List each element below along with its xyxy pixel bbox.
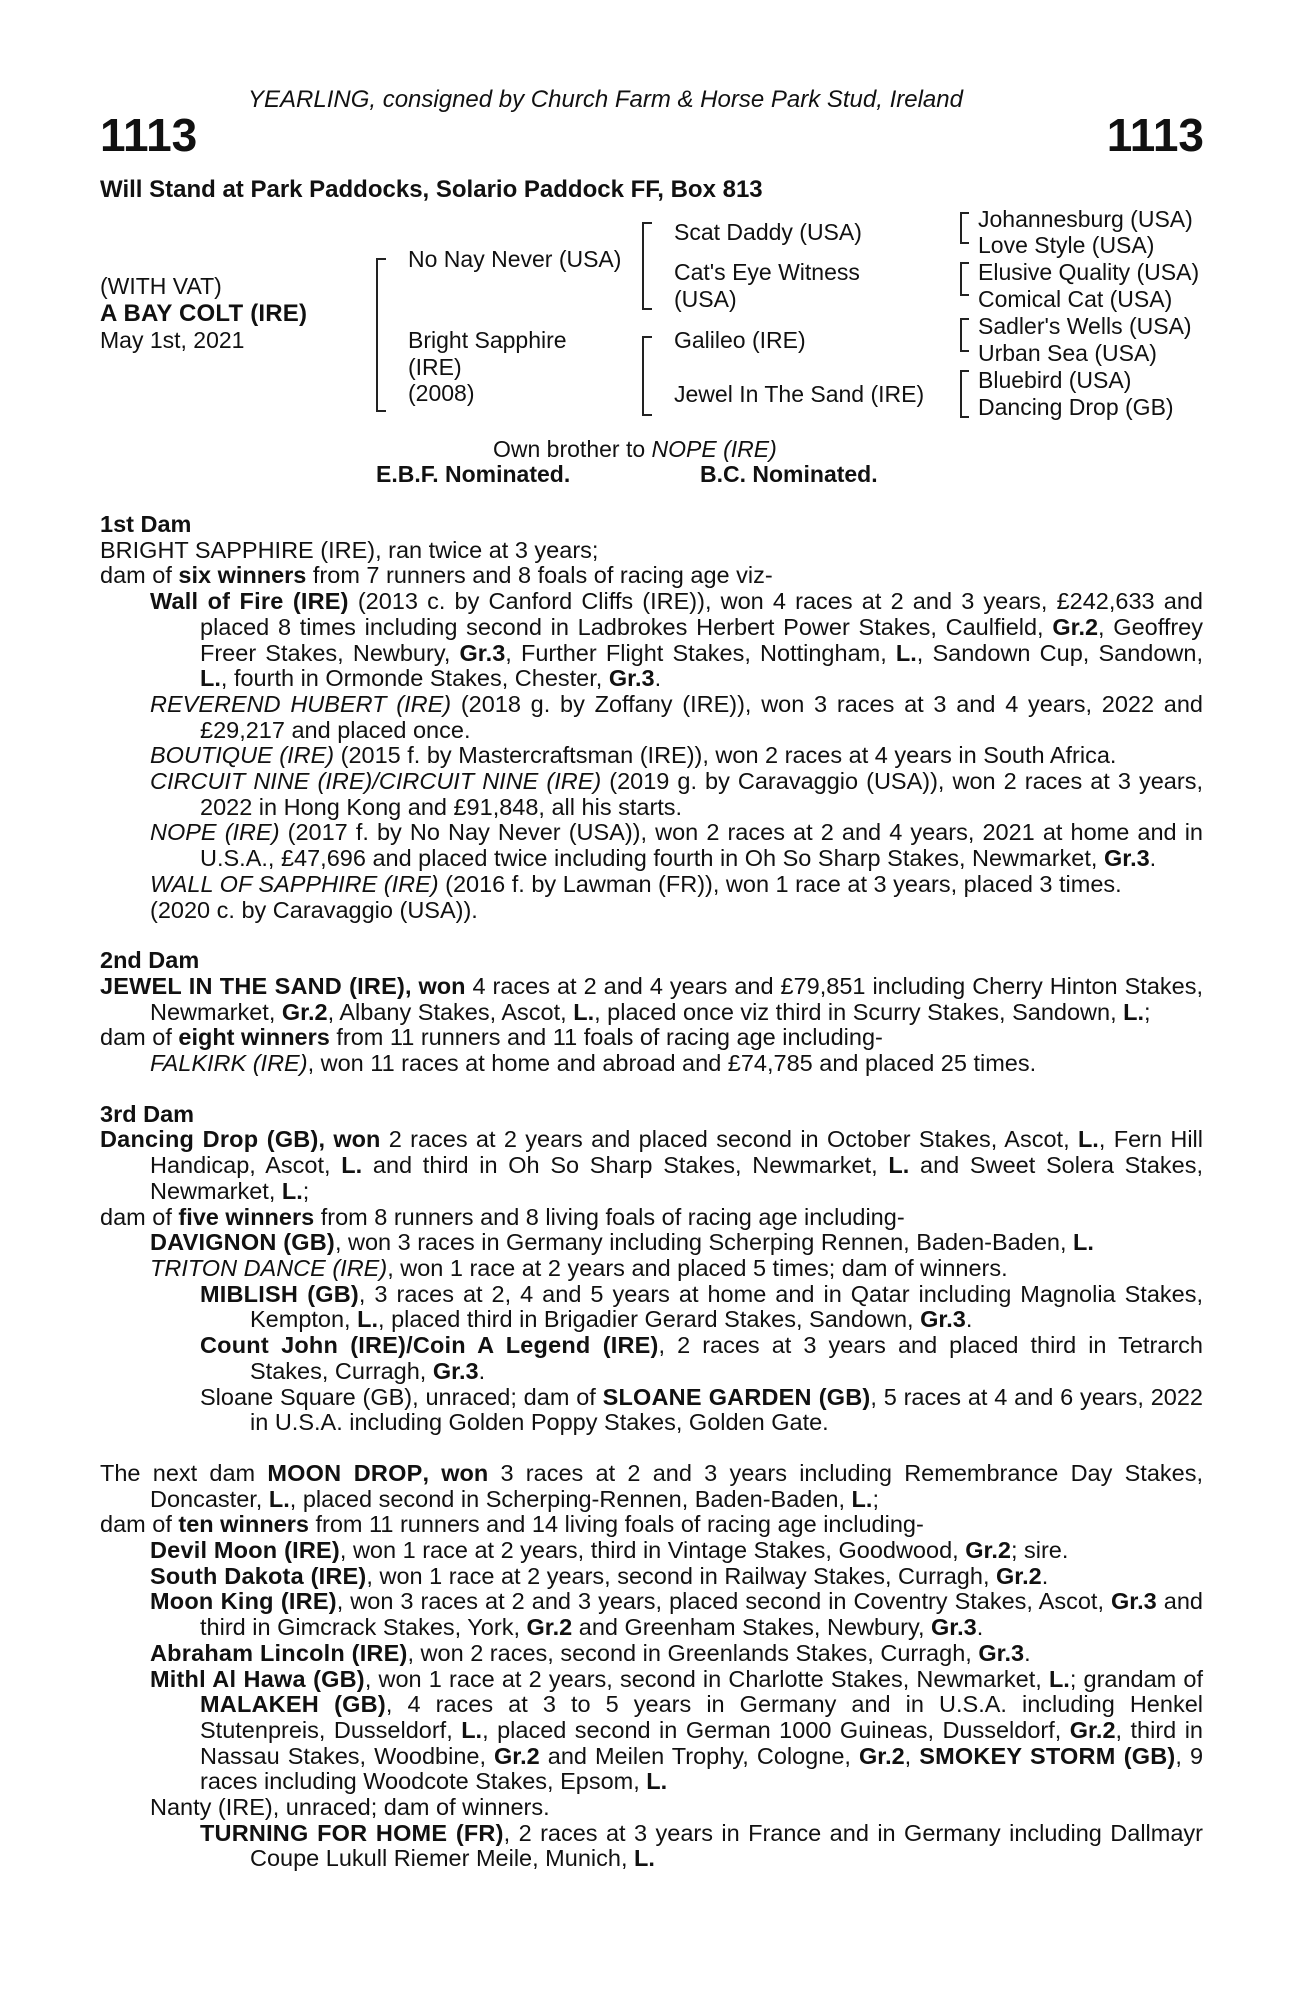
pedigree-brace-sd [960,262,969,296]
progeny-2020-colt: (2020 c. by Caravaggio (USA)). [150,896,478,923]
pedigree-dss: Sadler's Wells (USA) [978,313,1192,339]
consignment-line: YEARLING, consigned by Church Farm & Horse Park Stud, Ireland [248,86,963,113]
pedigree-dam-3: (2008) [408,380,475,406]
progeny-south-dakota: South Dakota (IRE), won 1 race at 2 years, second in Railway Stakes, Curragh, Gr.2. [150,1562,1049,1589]
progeny-abraham-lincoln: Abraham Lincoln (IRE), won 2 races, second in Greenlands Stakes, Curragh, Gr.3. [150,1639,1031,1666]
pedigree-sss: Johannesburg (USA) [978,206,1193,232]
pedigree-dsd: Urban Sea (USA) [978,340,1157,366]
progeny-triton-dance: TRITON DANCE (IRE), won 1 race at 2 years and placed 5 times; dam of winners. [150,1254,1008,1281]
third-dam-heading: 3rd Dam [100,1100,195,1127]
pedigree-dam-1: Bright Sapphire [408,327,567,353]
family-text [100,512,1203,1872]
pedigree-ssd: Love Style (USA) [978,232,1155,258]
ebf-nominated: E.B.F. Nominated. [376,461,571,487]
second-dam-heading: 2nd Dam [100,947,200,974]
pedigree-brace-ss [960,212,969,244]
stand-location: Will Stand at Park Paddocks, Solario Paddock FF, Box 813 [100,176,763,203]
progeny-devil-moon: Devil Moon (IRE), won 1 race at 2 years, third in Vintage Stakes, Goodwood, Gr.2; sire. [150,1537,1069,1564]
pedigree-brace-dam [642,336,652,416]
pedigree-sdd: Comical Cat (USA) [978,286,1173,312]
pedigree-brace-dd [960,370,969,418]
progeny-boutique: BOUTIQUE (IRE) (2015 f. by Mastercraftsman (IRE)), won 2 races at 4 years in South Africa. [150,742,1117,769]
progeny-sloane-square: Sloane Square (GB), unraced; dam of SLOANE GARDEN (GB), 5 races at 4 and 6 years, 2022 in U.S.A. including Golden Poppy Stakes, Golden Gate. [200,1383,1203,1436]
next-dam-summary: dam of ten winners from 11 runners and 14 living foals of racing age including- [100,1511,924,1538]
progeny-wall-of-sapphire: WALL OF SAPPHIRE (IRE) (2016 f. by Lawman (FR)), won 1 race at 3 years, placed 3 times. [150,870,1122,897]
pedigree-sds: Elusive Quality (USA) [978,259,1200,285]
vat-note: (WITH VAT) [100,273,222,299]
own-brother-note: Own brother to NOPE (IRE) [493,436,777,462]
bc-nominated: B.C. Nominated. [700,461,878,487]
lot-number-left: 1113 [100,109,198,161]
pedigree-dam-sire: Galileo (IRE) [674,327,806,353]
pedigree-dds: Bluebird (USA) [978,367,1132,393]
first-dam-summary: dam of six winners from 7 runners and 8 foals of racing age viz- [100,562,773,589]
progeny-nanty: Nanty (IRE), unraced; dam of winners. [150,1794,550,1821]
pedigree-sire-sire: Scat Daddy (USA) [674,219,862,245]
next-dam-record: The next dam MOON DROP, won 3 races at 2 and 3 years including Remembrance Day Stakes, Doncaster, L., placed second in Scherping-Rennen, Baden-Baden, L.; [100,1459,1203,1512]
foaling-date: May 1st, 2021 [100,327,245,353]
pedigree-dam-dam: Jewel In The Sand (IRE) [674,381,925,407]
progeny-circuit-nine: CIRCUIT NINE (IRE)/CIRCUIT NINE (IRE) (2019 g. by Caravaggio (USA)), won 2 races at 3 years, 2022 in Hong Kong and £91,848, all his starts. [150,768,1203,820]
progeny-mithl-al-hawa: Mithl Al Hawa (GB), won 1 race at 2 years, second in Charlotte Stakes, Newmarket, L.; grandam of MALAKEH (GB), 4 races at 3 to 5 years in Germany and in U.S.A. including Henkel Stutenpreis, Dusseldorf, L., placed second in German 1000 Guineas, Dusseldorf, Gr.2, third in Nassau Stakes, Woodbine, Gr.2 and Meilen Trophy, Cologne, Gr.2, SMOKEY STORM (GB), 9 races including Woodcote Stakes, Epsom, L. [150,1665,1204,1795]
pedigree-brace-main [376,258,386,412]
pedigree-brace-sire [642,222,652,310]
third-dam-record: Dancing Drop (GB), won 2 races at 2 years and placed second in October Stakes, Ascot, L., Fern Hill Handicap, Ascot, L. and third in Oh So Sharp Stakes, Newmarket, L. and Sweet Solera Stakes, Newmarket, L.; [100,1126,1204,1204]
pedigree-sire: No Nay Never (USA) [408,246,622,272]
progeny-reverend-hubert: REVEREND HUBERT (IRE) (2018 g. by Zoffany (IRE)), won 3 races at 3 and 4 years, 2022 and £29,217 and placed once. [150,690,1203,743]
pedigree-sire-dam-2: (USA) [674,286,737,312]
progeny-moon-king: Moon King (IRE), won 3 races at 2 and 3 years, placed second in Coventry Stakes, Ascot, Gr.3 and third in Gimcrack Stakes, York, Gr.2 and Greenham Stakes, Newbury, Gr.3. [150,1588,1203,1641]
pedigree-brace-ds [960,318,969,352]
second-dam-summary: dam of eight winners from 11 runners and 11 foals of racing age including- [100,1024,883,1051]
progeny-nope: NOPE (IRE) (2017 f. by No Nay Never (USA)), won 2 races at 2 and 4 years, 2021 at home and in U.S.A., £47,696 and placed twice including fourth in Oh So Sharp Stakes, Newmarket, Gr.3. [150,819,1203,872]
lot-subject-name: A BAY COLT (IRE) [100,300,308,327]
progeny-falkirk: FALKIRK (IRE), won 11 races at home and abroad and £74,785 and placed 25 times. [150,1050,1037,1077]
progeny-count-john: Count John (IRE)/Coin A Legend (IRE), 2 races at 3 years and placed third in Tetrarch Stakes, Curragh, Gr.3. [200,1332,1204,1384]
progeny-davignon: DAVIGNON (GB), won 3 races in Germany including Scherping Rennen, Baden-Baden, L. [150,1229,1094,1256]
second-dam-record: JEWEL IN THE SAND (IRE), won 4 races at 2 and 4 years and £79,851 including Cherry Hinton Stakes, Newmarket, Gr.2, Albany Stakes, Ascot, L., placed once viz third in Scurry Stakes, Sandown, L.; [100,972,1203,1025]
third-dam-summary: dam of five winners from 8 runners and 8 living foals of racing age including- [100,1203,905,1230]
progeny-miblish: MIBLISH (GB), 3 races at 2, 4 and 5 years at home and in Qatar including Magnolia Stakes, Kempton, L., placed third in Brigadier Gerard Stakes, Sandown, Gr.3. [200,1280,1203,1333]
first-dam-line: BRIGHT SAPPHIRE (IRE), ran twice at 3 years; [100,536,599,563]
lot-number-right: 1113 [1106,109,1204,161]
pedigree-sire-dam-1: Cat's Eye Witness [674,259,860,285]
pedigree-ddd: Dancing Drop (GB) [978,394,1174,420]
progeny-wall-of-fire: Wall of Fire (IRE) (2013 c. by Canford Cliffs (IRE)), won 4 races at 2 and 3 years, £242,633 and placed 8 times including second in Ladbrokes Herbert Power Stakes, Caulfield, Gr.2, Geoffrey Freer Stakes, Newbury, Gr.3, Further Flight Stakes, Nottingham, L., Sandown Cup, Sandown, L., fourth in Ormonde Stakes, Chester, Gr.3. [150,588,1203,692]
pedigree-dam-2: (IRE) [408,354,462,380]
progeny-turning-for-home: TURNING FOR HOME (FR), 2 races at 3 years in France and in Germany including Dallmayr Coupe Lukull Riemer Meile, Munich, L. [200,1819,1204,1872]
first-dam-heading: 1st Dam [100,511,192,537]
